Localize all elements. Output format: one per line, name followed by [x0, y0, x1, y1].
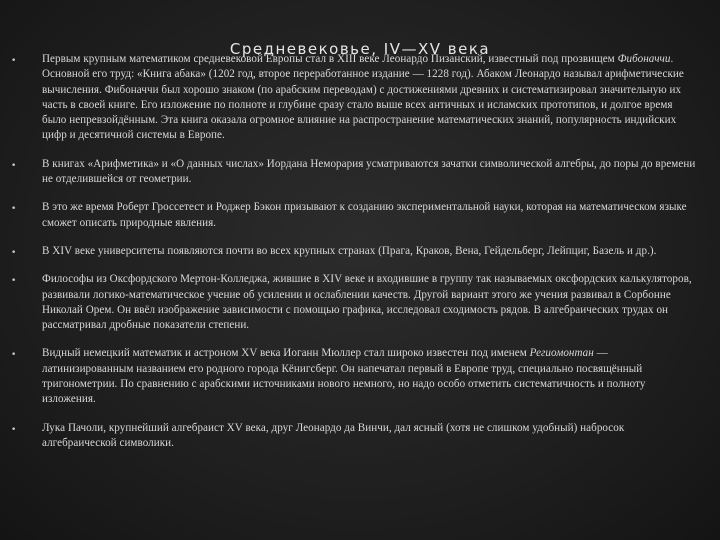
- list-item-fibonacci: [0, 52, 720, 144]
- item-text: В XIV веке университеты появляются почти во всех крупных странах (Прага, Краков, Вена, Гейдельберг, Лейпциг, Базель и др.).: [42, 244, 657, 257]
- list-item-universities: [0, 244, 720, 259]
- item-text-italic: Фибоначчи: [617, 53, 671, 65]
- bullet-icon: •: [11, 276, 17, 287]
- list-gap: [0, 259, 720, 272]
- item-text-part: . Основной его труд: «Книга абака» (1202 год, второе переработанное издание — 1228 год). Абаком Леонардо называл арифметические вычисления. Фибоначчи был хорошо знаком (по арабским переводам) с достижениями древних и систематизировал значительную их часть в своей книге. Его изложение по полноте и глубине сразу стало выше всех античных и исламских прототипов, и долгое время было непревзойдённым. Эта книга оказала огромное влияние на распространение математических знаний, популярность индийских цифр и десятичной системы в Европе.: [42, 53, 684, 142]
- list-item-regiomontanus: [0, 346, 720, 407]
- bullet-icon: •: [11, 350, 17, 361]
- list-gap: [0, 187, 720, 200]
- bullet-icon: •: [11, 160, 17, 171]
- list-gap: [0, 144, 720, 157]
- list-item-nemorarius: [0, 157, 720, 188]
- item-text: В книгах «Арифметика» и «О данных числах» Иордана Неморария усматриваются зачатки символической алгебры, до поры до времени не отделившейся от геометрии.: [42, 157, 696, 186]
- bullet-icon: •: [11, 247, 17, 258]
- list-gap: [0, 333, 720, 346]
- item-text: Лука Пачоли, крупнейший алгебраист XV века, друг Леонардо да Винчи, дал ясный (хотя не слишком удобный) набросок алгебраической символики.: [42, 421, 625, 449]
- item-text-part: Первым крупным математиком средневековой Европы стал в XIII веке Леонардо Пизанский, известный под прозвищем: [42, 53, 618, 65]
- item-text: Философы из Оксфордского Мертон-Колледжа, жившие в XIV веке и входившие в группу так называемых оксфордских калькуляторов, развивали логико-математическое учение об усилении и ослаблении качеств. Другой вариант этого же учения развивал в Сорбонне Николай Орем. Он ввёл изображение зависимости с помощью графика, исследовал сходимость рядов. В алгебраических трудах он рассматривал дробные показатели степени.: [42, 273, 692, 332]
- bullet-icon: •: [11, 424, 17, 435]
- bullet-icon: •: [11, 56, 17, 66]
- bullet-list: [0, 52, 720, 451]
- slide-title: Средневековье, IV—XV века: [229, 40, 491, 58]
- list-gap: [0, 231, 720, 244]
- item-text: В это же время Роберт Гроссетест и Роджер Бэкон призывают к созданию экспериментальной науки, которая на математическом языке сможет описать природные явления.: [42, 201, 687, 229]
- list-item-pacioli: [0, 421, 720, 452]
- item-text-part: Видный немецкий математик и астроном XV века Иоганн Мюллер стал широко известен под именем: [42, 347, 530, 360]
- item-text-part: — латинизированным названием его родного города Кёнигсберг. Он напечатал первый в Европе труд, специально посвящённый тригонометрии. По сравнению с арабскими источниками нового немного, но надо особо отметить систематичность и полноту изложения.: [42, 347, 646, 406]
- list-gap: [0, 408, 720, 421]
- list-item-grosseteste-bacon: [0, 200, 720, 231]
- bullet-icon: •: [11, 204, 17, 215]
- list-item-merton-college: [0, 272, 720, 333]
- item-text-italic: Региомонтан: [529, 347, 594, 360]
